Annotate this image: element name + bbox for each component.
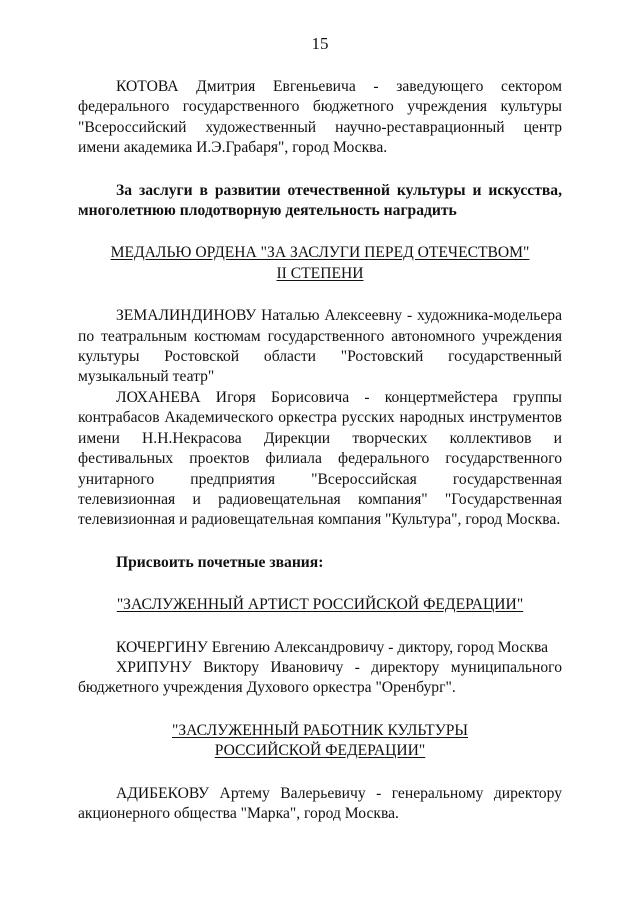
award-title-artist-line: "ЗАСЛУЖЕННЫЙ АРТИСТ РОССИЙСКОЙ ФЕДЕРАЦИИ" [116,596,524,614]
award-title-medal [78,243,562,284]
heading-merits: За заслуги в развитии отечественной культуры и искусства, многолетнюю плодотворную деятельность наградить [78,181,562,220]
award-entry-kotova: КОТОВА Дмитрия Евгеньевича - заведующего сектором федерального государственного бюджетного учреждения культуры "Всероссийский художественный научно-реставрационный центр имени академика И.Э.Грабаря", город Москва. [78,78,562,157]
award-title-culture-line1: "ЗАСЛУЖЕННЫЙ РАБОТНИК КУЛЬТУРЫ [171,721,469,739]
award-title-artist [78,595,562,615]
award-title-medal-line2: II СТЕПЕНИ [276,264,364,282]
award-title-medal-line1: МЕДАЛЬЮ ОРДЕНА "ЗА ЗАСЛУГИ ПЕРЕД ОТЕЧЕСТВОМ" [110,244,530,262]
award-entry-lokhaneva: ЛОХАНЕВА Игоря Борисовича - концертмейстера группы контрабасов Академического оркестра русских народных инструментов имени Н.Н.Некрасова Дирекции творческих коллективов и фестивальных проектов филиала федерального государственного унитарного предприятия "Всероссийская государственная телевизионная и радиовещательная компания" "Государственная телевизионная и радиовещательная компания "Культура", город Москва. [78,388,562,529]
heading-titles: Присвоить почетные звания: [116,553,324,571]
award-entry-kocherginu: КОЧЕРГИНУ Евгению Александровичу - диктору, город Москва [116,638,549,656]
document-body [78,77,562,824]
award-entry-zemalindinova: ЗЕМАЛИНДИНОВУ Наталью Алексеевну - художника-модельера по театральным костюмам государственного автономного учреждения культуры Ростовской области "Ростовский государственный музыкальный театр" [78,307,562,386]
award-entry-khripunu: ХРИПУНУ Виктору Ивановичу - директору муниципального бюджетного учреждения Духового оркестра "Оренбург". [78,658,562,697]
award-title-culture-line2: РОССИЙСКОЙ ФЕДЕРАЦИИ" [214,742,426,760]
award-title-culture [78,721,562,762]
award-entry-adibekovu: АДИБЕКОВУ Артему Валерьевичу - генеральному директору акционерного общества "Марка", город Москва. [78,784,562,822]
page-number: 15 [311,34,329,53]
